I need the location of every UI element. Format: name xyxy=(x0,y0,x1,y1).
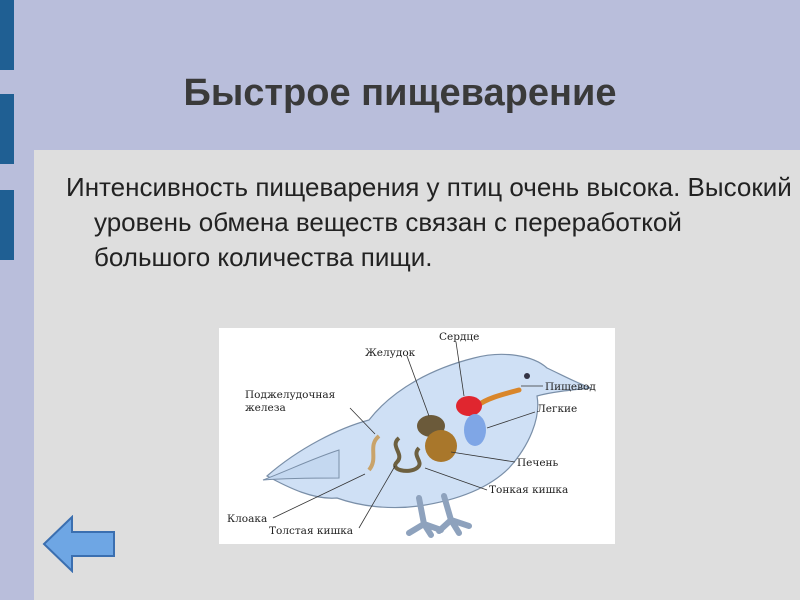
heart-organ xyxy=(456,396,482,416)
label-cloaca: Клоака xyxy=(227,513,268,525)
label-heart: Сердце xyxy=(439,331,480,343)
label-stomach: Желудок xyxy=(365,347,416,359)
label-lungs: Легкие xyxy=(537,403,578,415)
slide-body-text: Интенсивность пищеварения у птиц очень высока. Высокий уровень обмена веществ связан с переработкой большого количества пищи. xyxy=(66,172,792,272)
slide-title: Быстрое пищеварение xyxy=(183,72,617,114)
label-pancreas-line1: Поджелудочная xyxy=(245,389,336,401)
bird-diagram xyxy=(219,328,615,544)
liver-organ xyxy=(425,430,457,462)
left-arrow-icon xyxy=(42,515,116,573)
label-pancreas-line2: железа xyxy=(245,402,286,414)
label-small-intestine: Тонкая кишка xyxy=(489,484,569,496)
bird-eye xyxy=(524,373,530,379)
label-large-intestine: Толстая кишка xyxy=(269,525,354,537)
label-esophagus: Пищевод xyxy=(545,381,596,393)
bird-digestive-system-figure xyxy=(219,328,615,544)
lungs-organ xyxy=(464,414,486,446)
label-liver: Печень xyxy=(517,457,559,469)
left-accent-bar-bottom xyxy=(0,190,14,260)
back-button[interactable] xyxy=(42,515,116,573)
left-accent-bar-top xyxy=(0,0,14,70)
